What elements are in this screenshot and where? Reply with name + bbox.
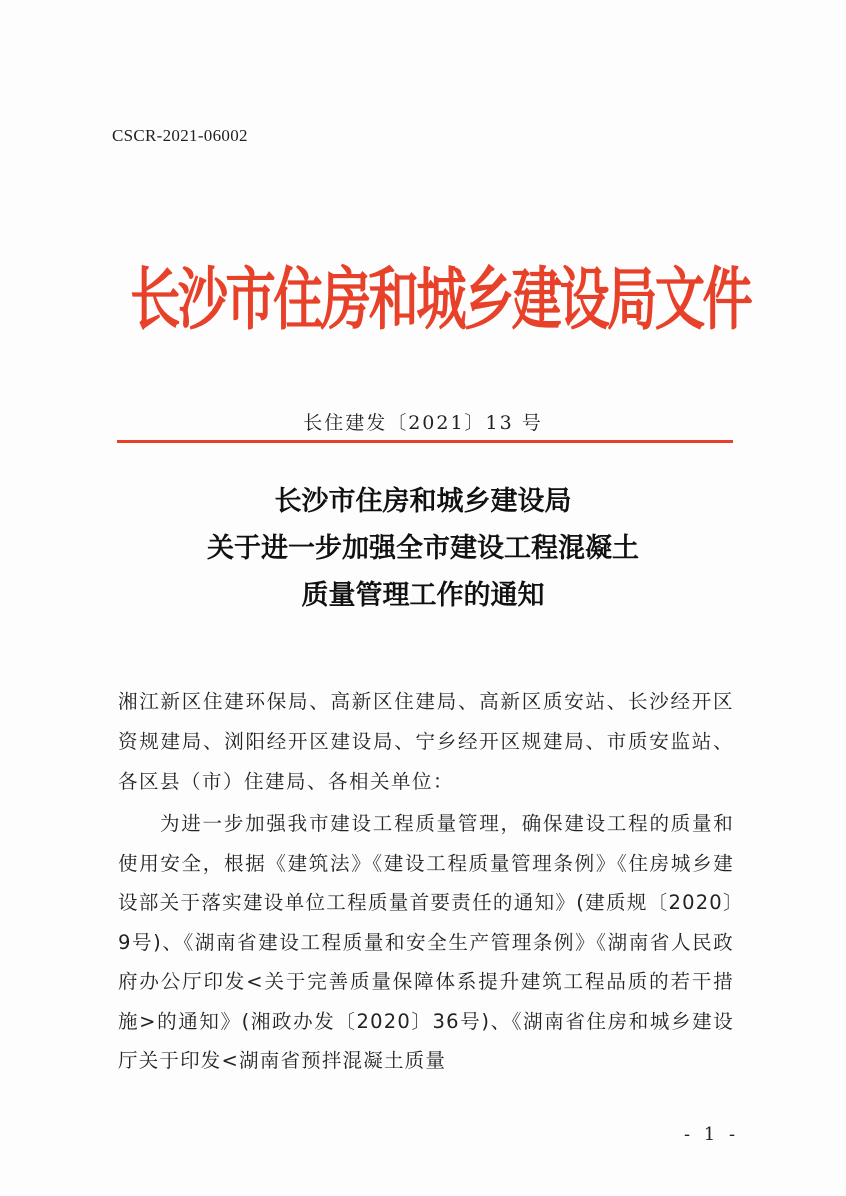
masthead-title: 长沙市住房和城乡建设局文件 — [130, 260, 751, 340]
document-number: 长住建发〔2021〕13 号 — [303, 412, 543, 434]
notice-title — [0, 478, 846, 619]
recipients-paragraph: 湘江新区住建环保局、高新区住建局、高新区质安站、长沙经开区资规建局、浏阳经开区建设局、宁乡经开区规建局、市质安监站、各区县（市）住建局、各相关单位： — [118, 690, 734, 793]
document-code: CSCR-2021-06002 — [112, 126, 248, 145]
title-line-1: 长沙市住房和城乡建设局 — [274, 486, 572, 517]
red-divider-line — [117, 440, 733, 443]
page-number: - 1 - — [684, 1124, 740, 1145]
title-line-2: 关于进一步加强全市建设工程混凝土 — [207, 533, 639, 564]
title-line-3: 质量管理工作的通知 — [301, 580, 545, 611]
body-paragraph: 为进一步加强我市建设工程质量管理，确保建设工程的质量和使用安全，根据《建筑法》《建设工程质量管理条例》《住房城乡建设部关于落实建设单位工程质量首要责任的通知》(建质规〔2020〕9号)、《湖南省建设工程质量和安全生产管理条例》《湖南省人民政府办公厅印发<关于完善质量保障体系提升建筑工程品质的若干措施>的通知》(湘政办发〔2020〕36号)、《湖南省住房和城乡建设厅关于印发<湖南省预拌混凝土质量 — [118, 812, 734, 1072]
